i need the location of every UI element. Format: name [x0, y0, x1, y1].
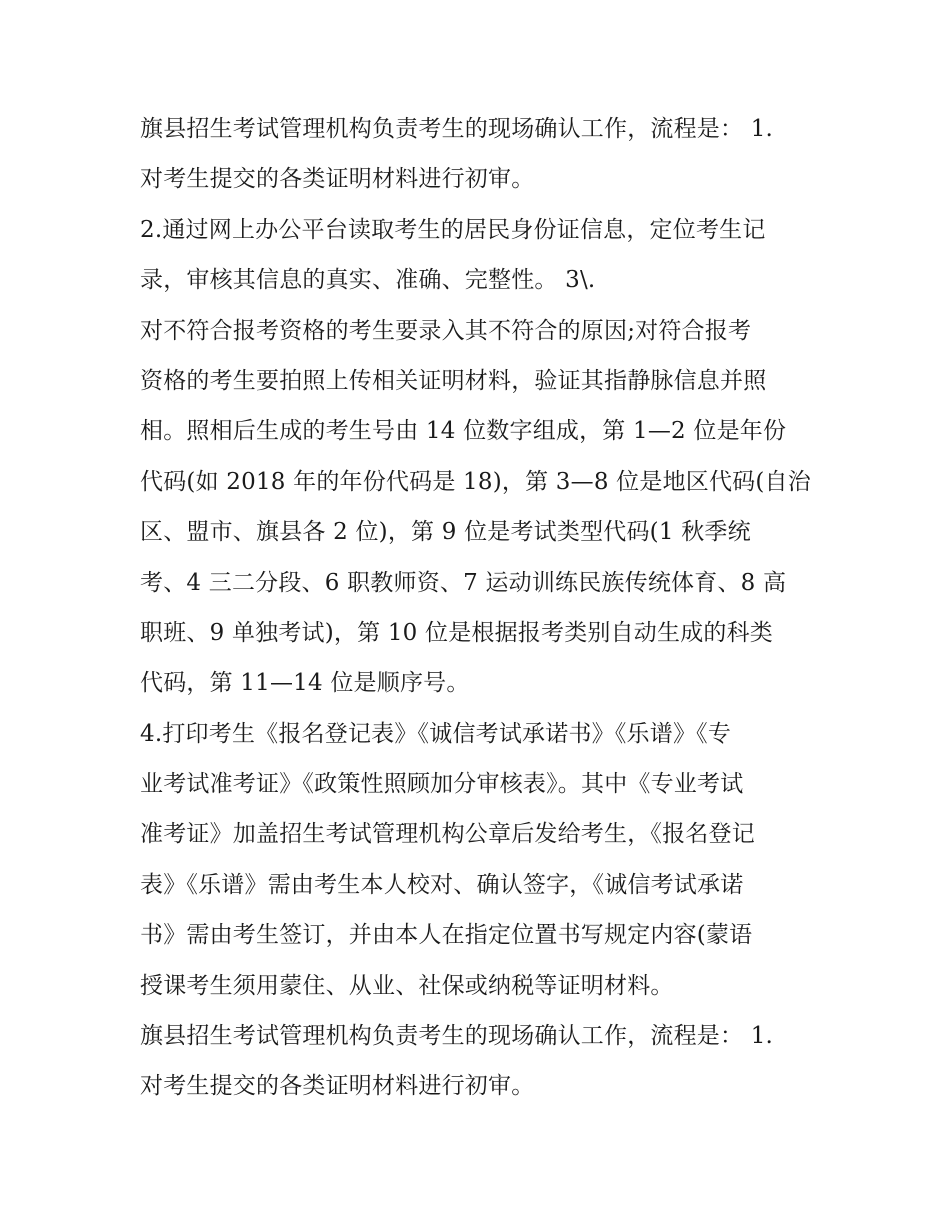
- text-line: 授课考生须用蒙住、从业、社保或纳税等证明材料。: [140, 972, 674, 999]
- text-line: 职班、9 单独考试)，第 10 位是根据报考类别自动生成的科类: [140, 619, 774, 646]
- text-line: 区、盟市、旗县各 2 位)，第 9 位是考试类型代码(1 秋季统: [140, 519, 751, 546]
- text-line: 表》《乐谱》需由考生本人校对、确认签字，《诚信考试承诺: [140, 871, 744, 898]
- text-line: 考、4 三二分段、6 职教师资、7 运动训练民族传统体育、8 高: [140, 569, 787, 596]
- text-line: 对考生提交的各类证明材料进行初审。: [140, 166, 535, 193]
- document-body: [140, 104, 820, 1112]
- text-line: 资格的考生要拍照上传相关证明材料，验证其指静脉信息并照: [140, 367, 767, 394]
- text-line: 准考证》加盖招生考试管理机构公章后发给考生，《报名登记: [140, 821, 755, 848]
- text-line: 录，审核其信息的真实、准确、完整性。 3\.: [140, 267, 596, 294]
- text-line: 2.通过网上办公平台读取考生的居民身份证信息，定位考生记: [140, 216, 766, 243]
- text-line: 业考试准考证》《政策性照顾加分审核表》。其中《专业考试: [140, 771, 744, 798]
- text-line: 对考生提交的各类证明材料进行初审。: [140, 1073, 535, 1100]
- text-line: 4.打印考生《报名登记表》《诚信考试承诺书》《乐谱》《专: [140, 720, 732, 747]
- text-line: 旗县招生考试管理机构负责考生的现场确认工作，流程是： 1.: [140, 1023, 774, 1050]
- text-line: 对不符合报考资格的考生要录入其不符合的原因;对符合报考: [140, 317, 752, 344]
- text-line: 书》需由考生签订，并由本人在指定位置书写规定内容(蒙语: [140, 922, 753, 949]
- text-line: 旗县招生考试管理机构负责考生的现场确认工作，流程是： 1.: [140, 116, 774, 142]
- text-line: 代码(如 2018 年的年份代码是 18)，第 3—8 位是地区代码(自治: [140, 468, 811, 495]
- text-line: 代码，第 11—14 位是顺序号。: [140, 670, 470, 697]
- text-line: 相。照相后生成的考生号由 14 位数字组成，第 1—2 位是年份: [140, 418, 787, 445]
